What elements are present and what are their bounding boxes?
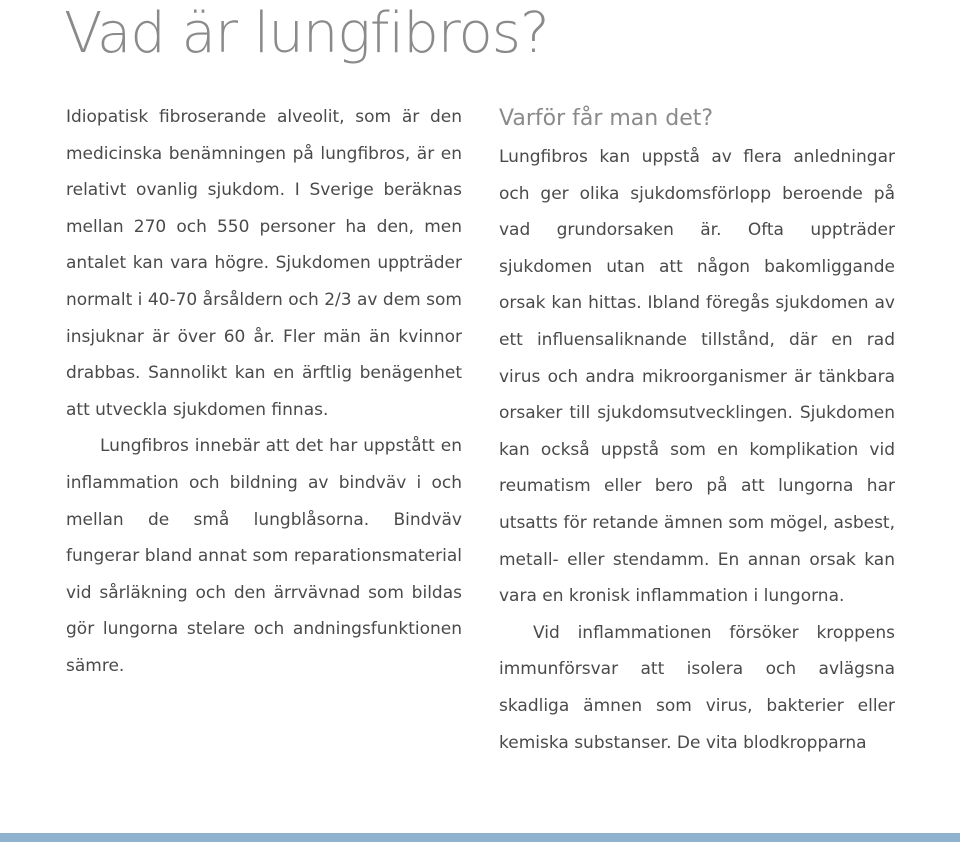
body-paragraph: Vid inflammationen försöker kroppens immunförsvar att isolera och avlägsna skadliga ämnen som virus, bakterier eller kemiska substanser. De vita blodkropparna <box>499 622 895 753</box>
left-column <box>66 99 462 685</box>
page-title: Vad är lungfibros? <box>64 1 549 66</box>
body-paragraph: Idiopatisk fibroserande alveolit, som är den medicinska benämningen på lungfibros, är en relativt ovanlig sjukdom. I Sverige beräknas mellan 270 och 550 personer ha den, men antalet kan vara högre. Sjukdomen uppträder normalt i 40-70 årsåldern och 2/3 av dem som insjuknar är över 60 år. Fler män än kvinnor drabbas. Sannolikt kan en ärftlig benägenhet att utveckla sjukdomen finnas. <box>66 107 462 420</box>
body-paragraph: Lungfibros kan uppstå av flera anledningar och ger olika sjukdomsförlopp beroende på vad grundorsaken är. Ofta uppträder sjukdomen utan att någon bakomliggande orsak kan hittas. Ibland föregås sjukdomen av ett influensaliknande tillstånd, där en rad virus och andra mikroorganismer är tänkbara orsaker till sjukdomsutvecklingen. Sjukdomen kan också uppstå som en komplikation vid reumatism eller bero på att lungorna har utsatts för retande ämnen som mögel, asbest, metall- eller stendamm. En annan orsak kan vara en kronisk inflammation i lungorna. <box>499 147 895 607</box>
body-paragraph: Lungfibros innebär att det har uppstått en inflammation och bildning av bindväv i och mellan de små lungblåsorna. Bindväv fungerar bland annat som reparationsmaterial vid sårläkning och den ärrvävnad som bildas gör lungorna stelare och andningsfunktionen sämre. <box>66 436 462 676</box>
section-heading: Varför får man det? <box>499 106 714 131</box>
right-column <box>499 99 895 761</box>
footer-bar <box>0 833 960 842</box>
